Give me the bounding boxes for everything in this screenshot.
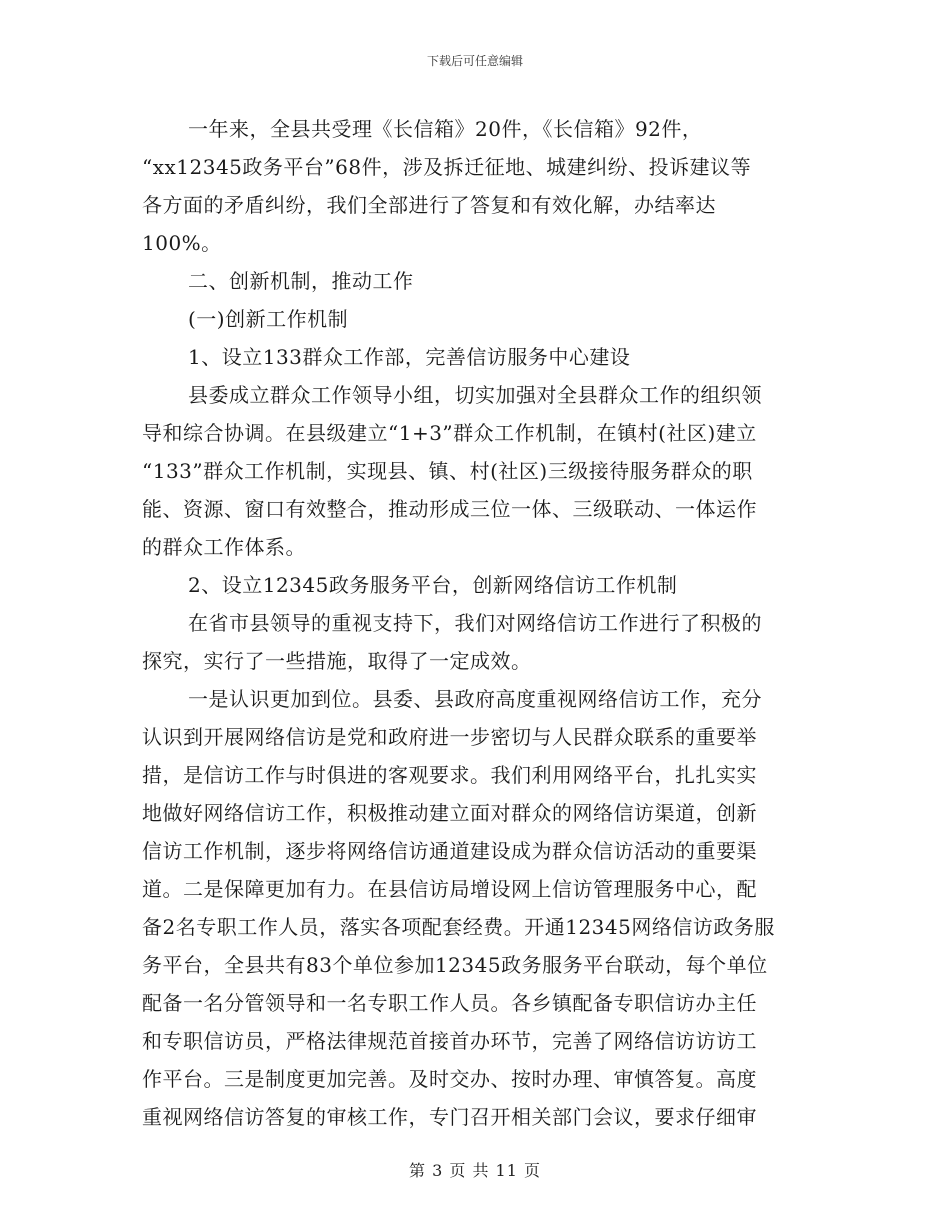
body-line: 作平台。三是制度更加完善。及时交办、按时办理、审慎答复。高度 <box>142 1067 757 1091</box>
body-line: 1、设立133群众工作部，完善信访服务中心建设 <box>188 345 631 369</box>
body-line: 的群众工作体系。 <box>142 535 306 559</box>
page-footer: 第 3 页 共 11 页 <box>409 1161 541 1180</box>
body-line: 县委成立群众工作领导小组，切实加强对全县群众工作的组织领 <box>188 383 762 407</box>
body-line: 认识到开展网络信访是党和政府进一步密切与人民群众联系的重要举 <box>142 725 757 749</box>
body-line: “xx12345政务平台”68件，涉及拆迁征地、城建纠纷、投诉建议等 <box>142 155 752 179</box>
body-line: 2、设立12345政务服务平台，创新网络信访工作机制 <box>188 573 678 597</box>
body-line: 能、资源、窗口有效整合，推动形成三位一体、三级联动、一体运作 <box>142 497 757 521</box>
body-line: 导和综合协调。在县级建立“1+3”群众工作机制，在镇村(社区)建立 <box>142 421 757 445</box>
body-line: 二、创新机制，推动工作 <box>188 269 414 293</box>
body-line: 100%。 <box>142 231 222 255</box>
body-line: 一是认识更加到位。县委、县政府高度重视网络信访工作，充分 <box>188 687 762 711</box>
body-line: 探究，实行了一些措施，取得了一定成效。 <box>142 649 532 673</box>
body-line: 备2名专职工作人员，落实各项配套经费。开通12345网络信访政务服 <box>142 915 775 939</box>
body-line: 信访工作机制，逐步将网络信访通道建设成为群众信访活动的重要渠 <box>142 839 757 863</box>
body-line: 道。二是保障更加有力。在县信访局增设网上信访管理服务中心，配 <box>142 877 757 901</box>
body-line: 各方面的矛盾纠纷，我们全部进行了答复和有效化解，办结率达 <box>142 193 716 217</box>
body-line: “133”群众工作机制，实现县、镇、村(社区)三级接待服务群众的职 <box>142 459 753 483</box>
body-line: (一)创新工作机制 <box>188 307 349 331</box>
page-header: 下载后可任意编辑 <box>426 54 523 68</box>
body-line: 一年来，全县共受理《长信箱》20件，《长信箱》92件， <box>188 117 703 141</box>
body-line: 和专职信访员，严格法律规范首接首办环节，完善了网络信访访访工 <box>142 1029 757 1053</box>
body-line: 配备一名分管领导和一名专职工作人员。各乡镇配备专职信访办主任 <box>142 991 757 1015</box>
body-line: 地做好网络信访工作，积极推动建立面对群众的网络信访渠道，创新 <box>142 801 757 825</box>
body-line: 务平台，全县共有83个单位参加12345政务服务平台联动，每个单位 <box>142 953 768 977</box>
body-line: 重视网络信访答复的审核工作，专门召开相关部门会议，要求仔细审 <box>142 1105 757 1129</box>
body-line: 措，是信访工作与时俱进的客观要求。我们利用网络平台，扎扎实实 <box>142 763 757 787</box>
document-body <box>142 110 808 1136</box>
body-line: 在省市县领导的重视支持下，我们对网络信访工作进行了积极的 <box>188 611 762 635</box>
